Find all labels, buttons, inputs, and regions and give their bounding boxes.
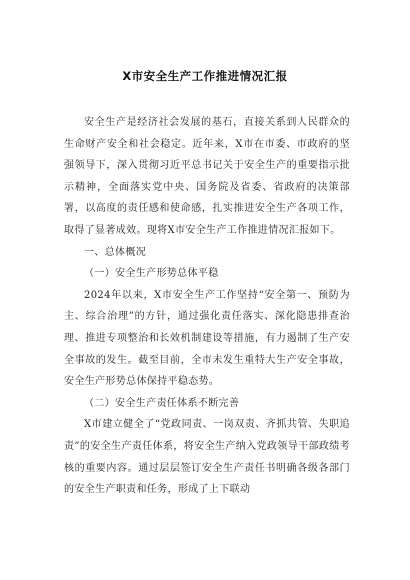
- situation-paragraph: 2024年以来，X市安全生产工作坚持“安全第一、预防为主、综合治理”的方针，通过强化责任落实、深化隐患排查治理、推进专项整治和长效机制建设等措施，有力遏制了生产安全事故的发生。截至目前，全市未发生重特大生产安全事故，安全生产形势总体保持平稳态势。: [64, 289, 350, 388]
- intro-paragraph: 安全生产是经济社会发展的基石，直接关系到人民群众的生命财产安全和社会稳定。近年来，X市在市委、市政府的坚强领导下，深入贯彻习近平总书记关于安全生产的重要指示批示精神，全面落实党中央、国务院及省委、省政府的决策部署，以高度的责任感和使命感，扎实推进安全生产各项工作，取得了显著成效。现将X市安全生产工作推进情况汇报如下。: [64, 117, 350, 236]
- responsibility-paragraph: X市建立健全了“党政同责、一岗双责、齐抓共管、失职追责”的安全生产责任体系，将安全生产纳入党政领导干部政绩考核的重要内容。通过层层签订安全生产责任书明确各级各部门的安全生产职责和任务，形成了上下联动: [64, 419, 350, 496]
- document-body: [64, 112, 350, 501]
- subsection-heading-responsibility: （二）安全生产责任体系不断完善: [84, 397, 240, 409]
- subsection-heading-situation: （一）安全生产形势总体平稳: [84, 268, 219, 280]
- section-heading-overview: 一、总体概况: [84, 246, 147, 258]
- document-title: X市安全生产工作推进情况汇报: [122, 69, 288, 83]
